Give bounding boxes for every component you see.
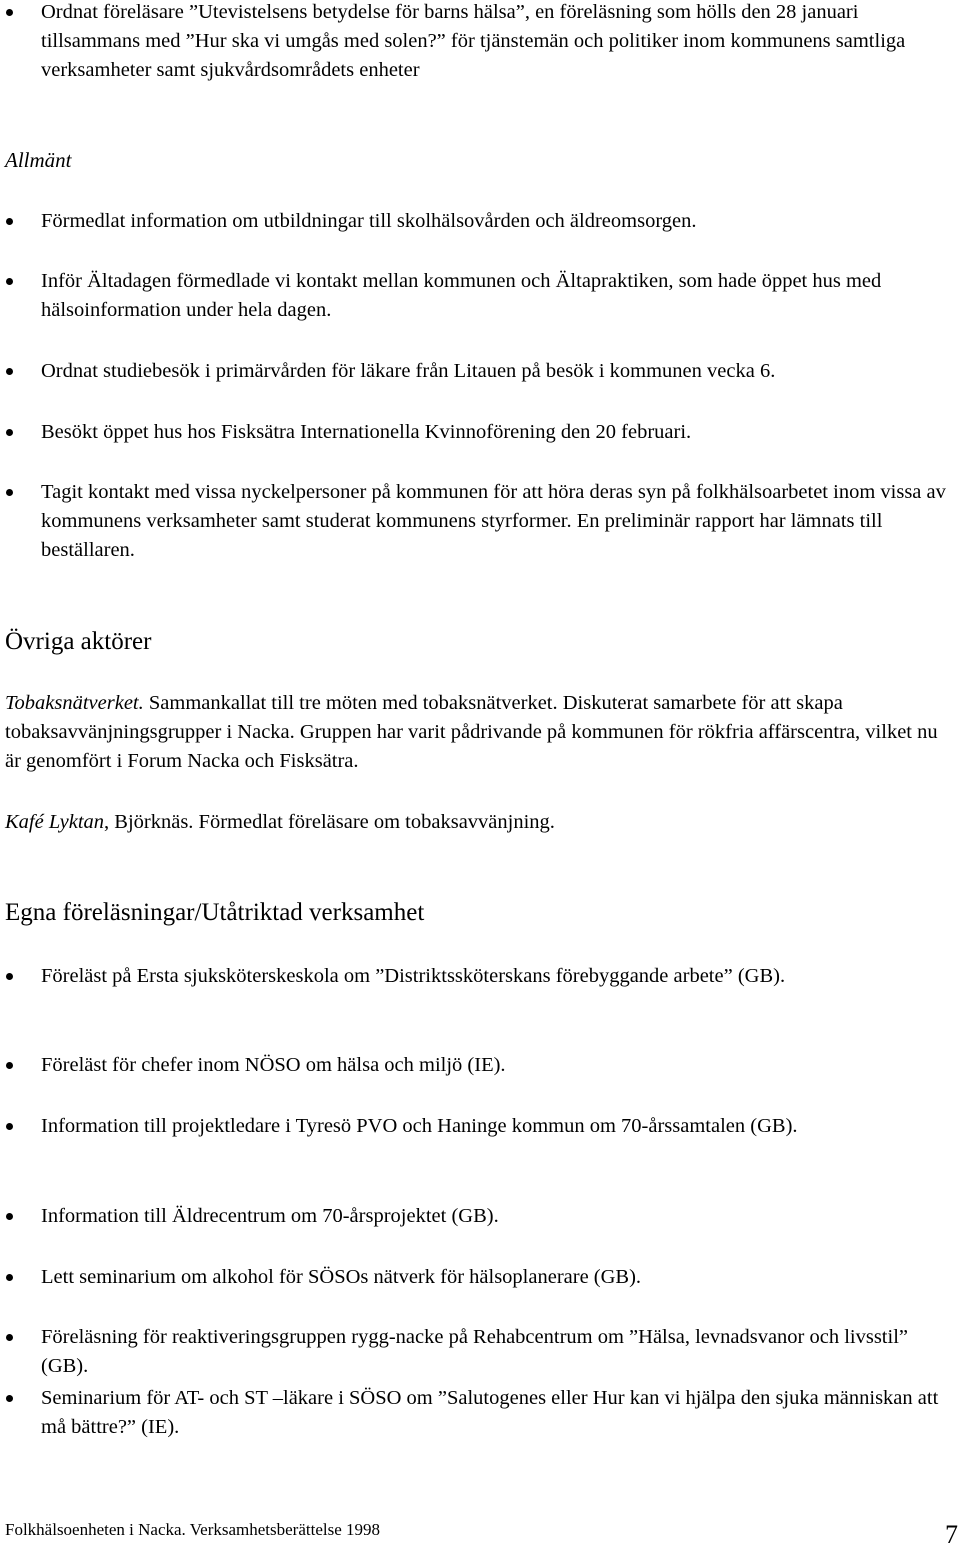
page-number: 7 — [945, 1520, 958, 1549]
bullet-icon — [6, 368, 13, 375]
list-item-text: Information till projektledare i Tyresö PVO och Haninge kommun om 70-årssamtalen (GB). — [41, 1115, 798, 1137]
paragraph-text: Sammankallat till tre möten med tobaksnätverket. Diskuterat samarbete för att skapa tobaksavvänjningsgrupper i Nacka. Gruppen har varit pådrivande på kommunen för rökfria affärscentra, vilket nu är genomfört i Forum Nacka och Fisksätra. — [5, 692, 938, 772]
section-heading-allmant: Allmänt — [5, 148, 72, 172]
bullet-icon — [6, 1213, 13, 1220]
list-item-text: Information till Äldrecentrum om 70-årsprojektet (GB). — [41, 1205, 499, 1227]
bullet-icon — [6, 1274, 13, 1281]
list-item — [0, 418, 955, 447]
bullet-icon — [6, 1062, 13, 1069]
list-item — [0, 267, 955, 325]
list-item — [0, 962, 955, 991]
list-item-text: Föreläsning för reaktiveringsgruppen rygg-nacke på Rehabcentrum om ”Hälsa, levnadsvanor och livsstil” (GB). — [41, 1326, 908, 1377]
bullet-icon — [6, 278, 13, 285]
list-item-text: Ordnat föreläsare ”Utevistelsens betydelse för barns hälsa”, en föreläsning som hölls den 28 januari tillsammans med ”Hur ska vi umgås med solen?” för tjänstemän och politiker inom kommunens samtliga verksamheter samt sjukvårdsområdets enheter — [41, 1, 906, 81]
paragraph-label: Tobaksnätverket. — [5, 692, 144, 714]
section-heading-ovriga: Övriga aktörer — [5, 628, 152, 655]
bullet-icon — [6, 9, 13, 16]
list-item-text: Seminarium för AT- och ST –läkare i SÖSO om ”Salutogenes eller Hur kan vi hjälpa den sjuka människan att må bättre?” (IE). — [41, 1387, 939, 1438]
list-item-text: Föreläst på Ersta sjuksköterskeskola om ”Distriktssköterskans förebyggande arbete” (GB). — [41, 965, 786, 987]
list-item-text: Tagit kontakt med vissa nyckelpersoner på kommunen för att höra deras syn på folkhälsoarbetet inom vissa av kommunens verksamheter samt studerat kommunens styrformer. En preliminär rapport har lämnats till beställaren. — [41, 481, 946, 561]
list-item — [0, 1112, 955, 1141]
bullet-icon — [6, 973, 13, 980]
list-item — [0, 1202, 955, 1231]
list-item-text: Föreläst för chefer inom NÖSO om hälsa och miljö (IE). — [41, 1054, 506, 1076]
list-item — [0, 1384, 955, 1442]
list-item — [0, 0, 955, 85]
list-item — [0, 478, 955, 565]
bullet-icon — [6, 1123, 13, 1130]
paragraph-tobaksnatverket — [5, 689, 955, 776]
list-item-text: Förmedlat information om utbildningar till skolhälsovården och äldreomsorgen. — [41, 210, 697, 232]
list-item — [0, 1051, 955, 1080]
list-item — [0, 207, 955, 236]
paragraph-kafe-lyktan — [5, 808, 955, 837]
paragraph-text: , Björknäs. Förmedlat föreläsare om tobaksavvänjning. — [104, 811, 555, 833]
list-item-text: Lett seminarium om alkohol för SÖSOs nätverk för hälsoplanerare (GB). — [41, 1266, 642, 1288]
list-item-text: Ordnat studiebesök i primärvården för läkare från Litauen på besök i kommunen vecka 6. — [41, 360, 776, 382]
bullet-icon — [6, 1395, 13, 1402]
list-item — [0, 357, 955, 386]
page-footer: Folkhälsoenheten i Nacka. Verksamhetsberättelse 1998 — [5, 1520, 380, 1539]
bullet-icon — [6, 489, 13, 496]
list-item — [0, 1263, 955, 1292]
list-item-text: Besökt öppet hus hos Fisksätra Internationella Kvinnoförening den 20 februari. — [41, 421, 692, 443]
list-item — [0, 1323, 955, 1381]
bullet-icon — [6, 1334, 13, 1341]
section-heading-egna: Egna föreläsningar/Utåtriktad verksamhet — [5, 899, 425, 926]
bullet-icon — [6, 429, 13, 436]
bullet-icon — [6, 218, 13, 225]
list-item-text: Inför Ältadagen förmedlade vi kontakt mellan kommunen och Ältapraktiken, som hade öppet hus med hälsoinformation under hela dagen. — [41, 270, 882, 321]
paragraph-label: Kafé Lyktan — [5, 811, 105, 833]
